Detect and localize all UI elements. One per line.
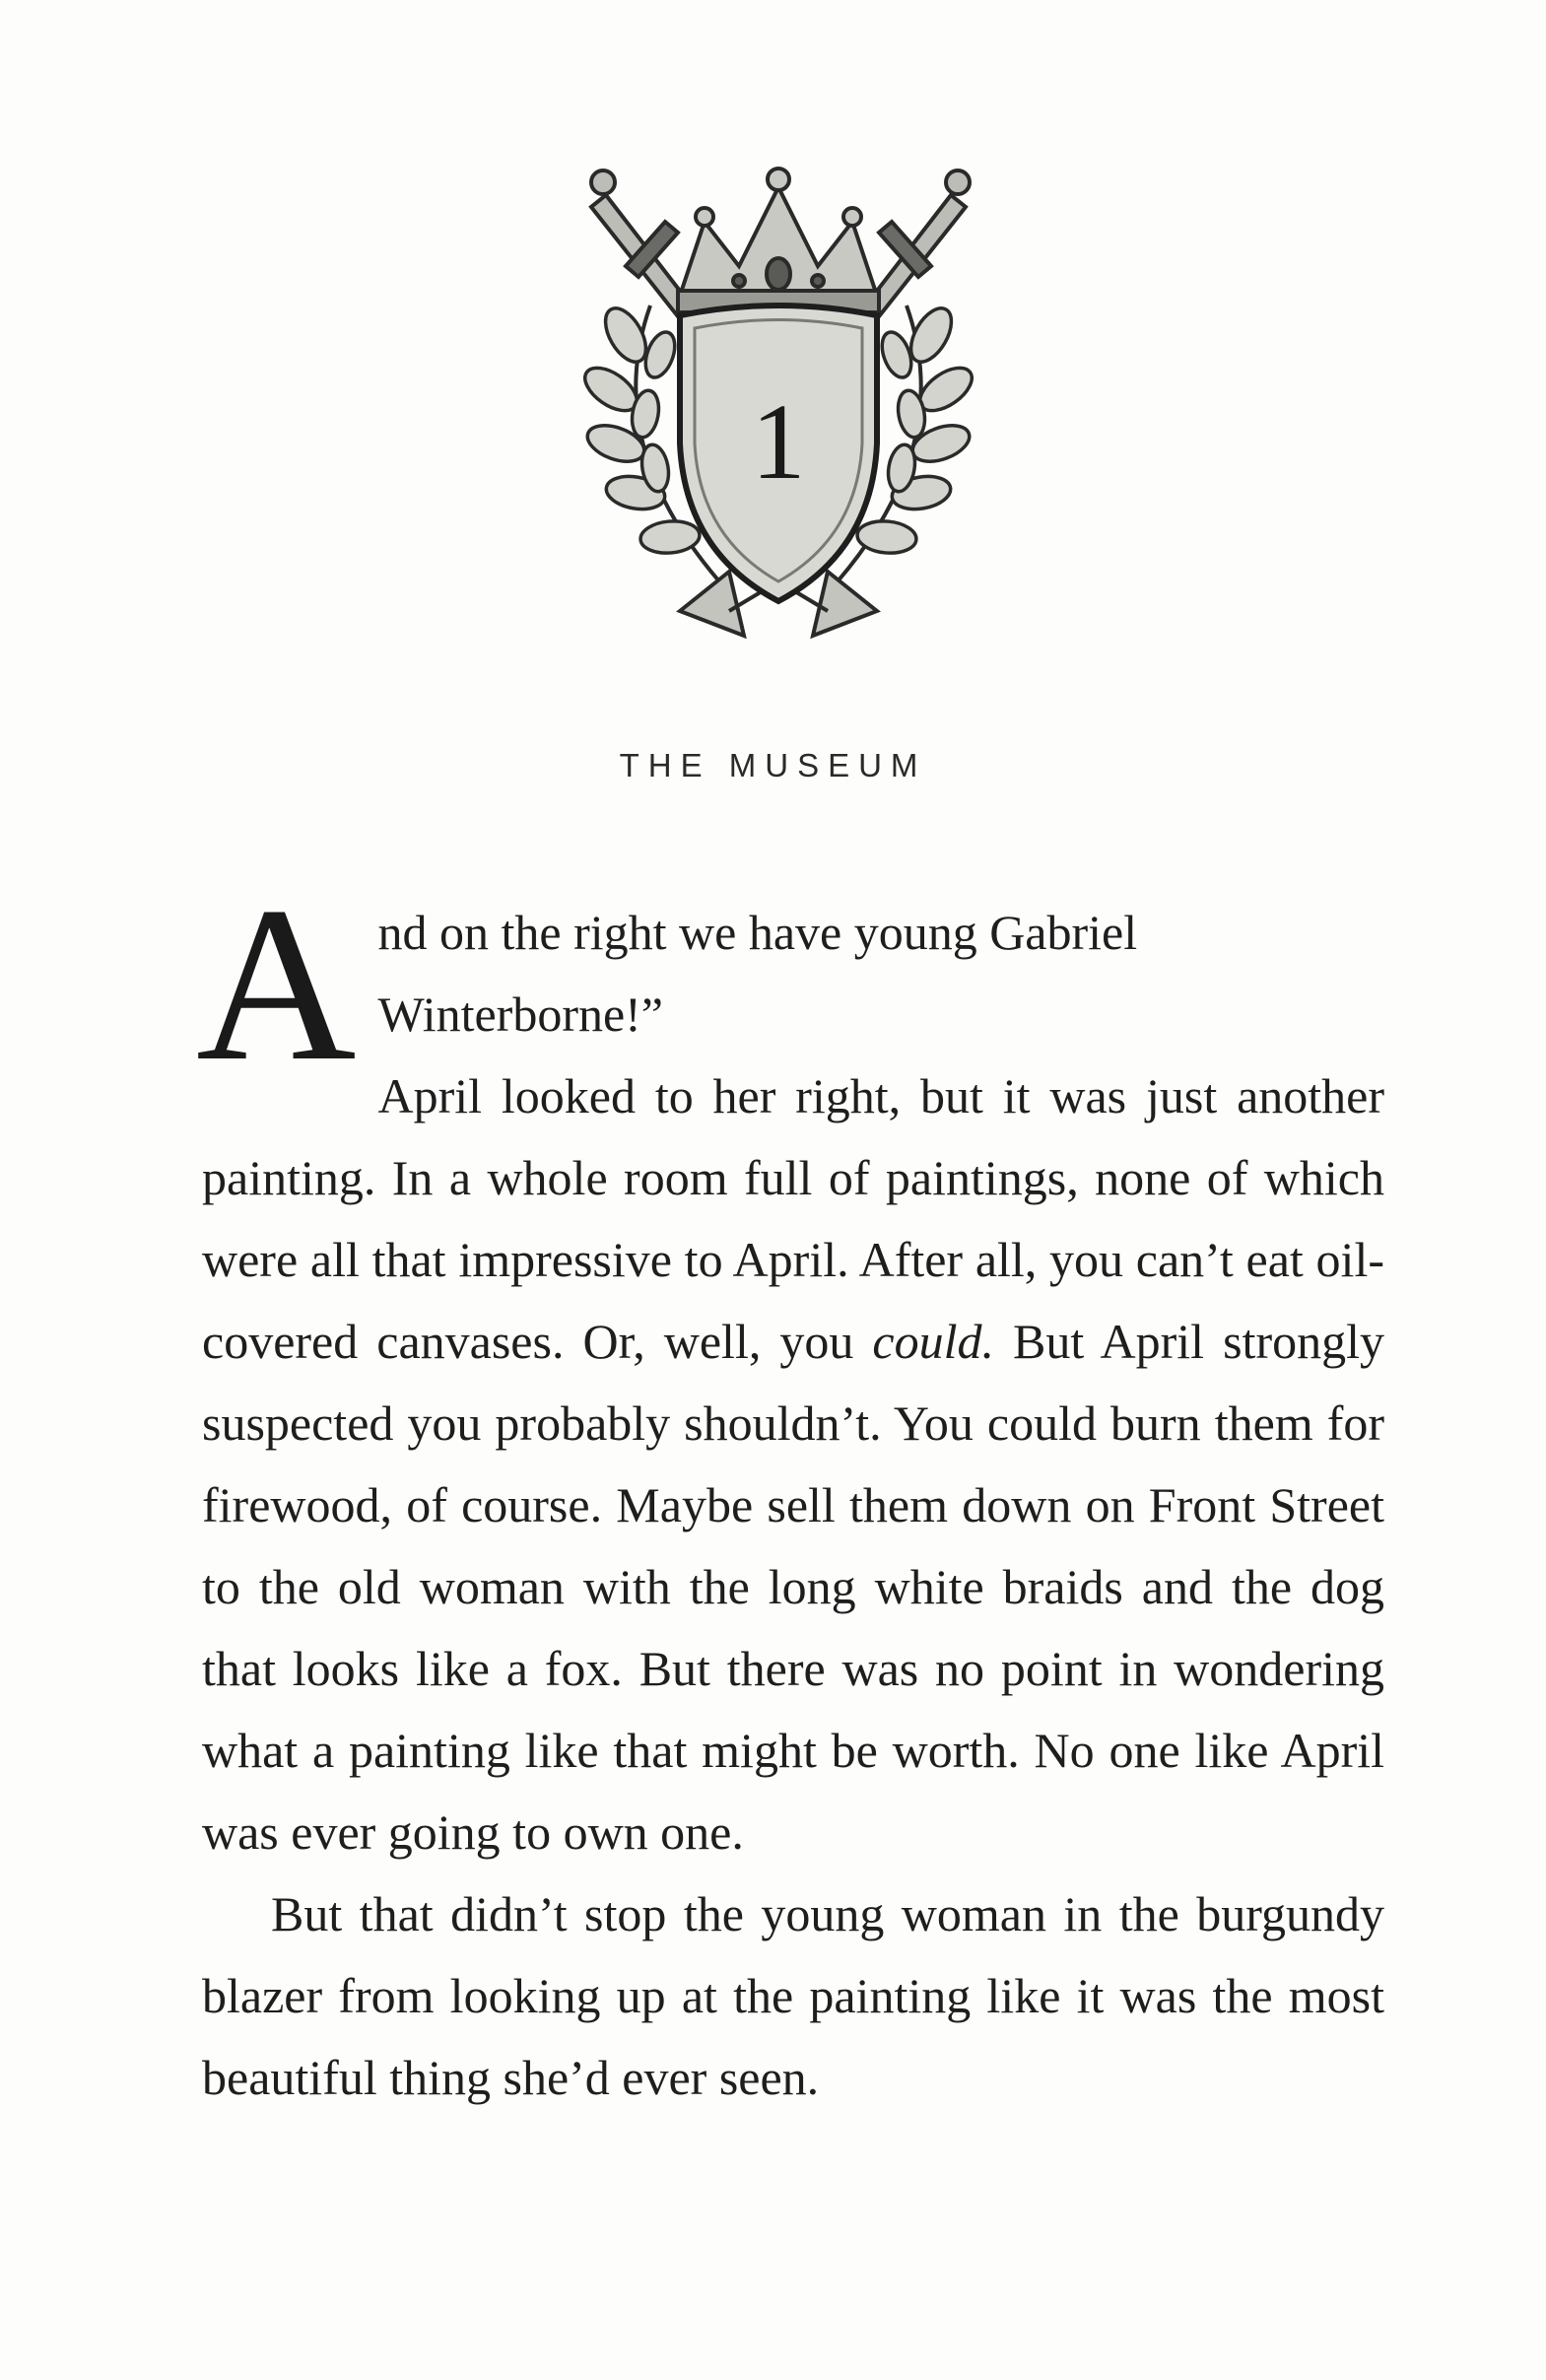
paragraph-1-text: nd on the right we have young Gabriel Winterborne!” <box>377 905 1138 1042</box>
paragraph-3: But that didn’t stop the young woman in the burgundy blazer from looking up at the painting like it was the most beautiful thing she’d ever seen. <box>202 1886 1384 2105</box>
paragraph-2-text-b: But April strongly suspected you probably shouldn’t. You could burn them for firewood, of course. Maybe sell them down on Front Street to the old woman with the long white braids and the dog that looks like a fox. But there was no point in wondering what a painting like that might be worth. No one like April was ever going to own one. <box>202 1314 1384 1860</box>
paragraph-2 <box>202 1055 1384 1873</box>
chapter-title: THE MUSEUM <box>619 747 927 783</box>
paragraph-2-italic: could. <box>872 1314 994 1369</box>
drop-cap: A <box>196 860 357 1107</box>
chapter-crest <box>532 148 1025 670</box>
crown-shield-crest-icon <box>532 148 1025 670</box>
crown-icon <box>678 169 879 312</box>
chapter-number: 1 <box>751 381 806 502</box>
chapter-body <box>196 860 1384 2119</box>
paragraph-1 <box>196 860 1384 1107</box>
paragraph-2-text-a: April looked to her right, but it was just another painting. In a whole room full of paintings, none of which were all that impressive to April. After all, you can’t eat oil-covered canvases. Or, well, you <box>202 1068 1384 1369</box>
